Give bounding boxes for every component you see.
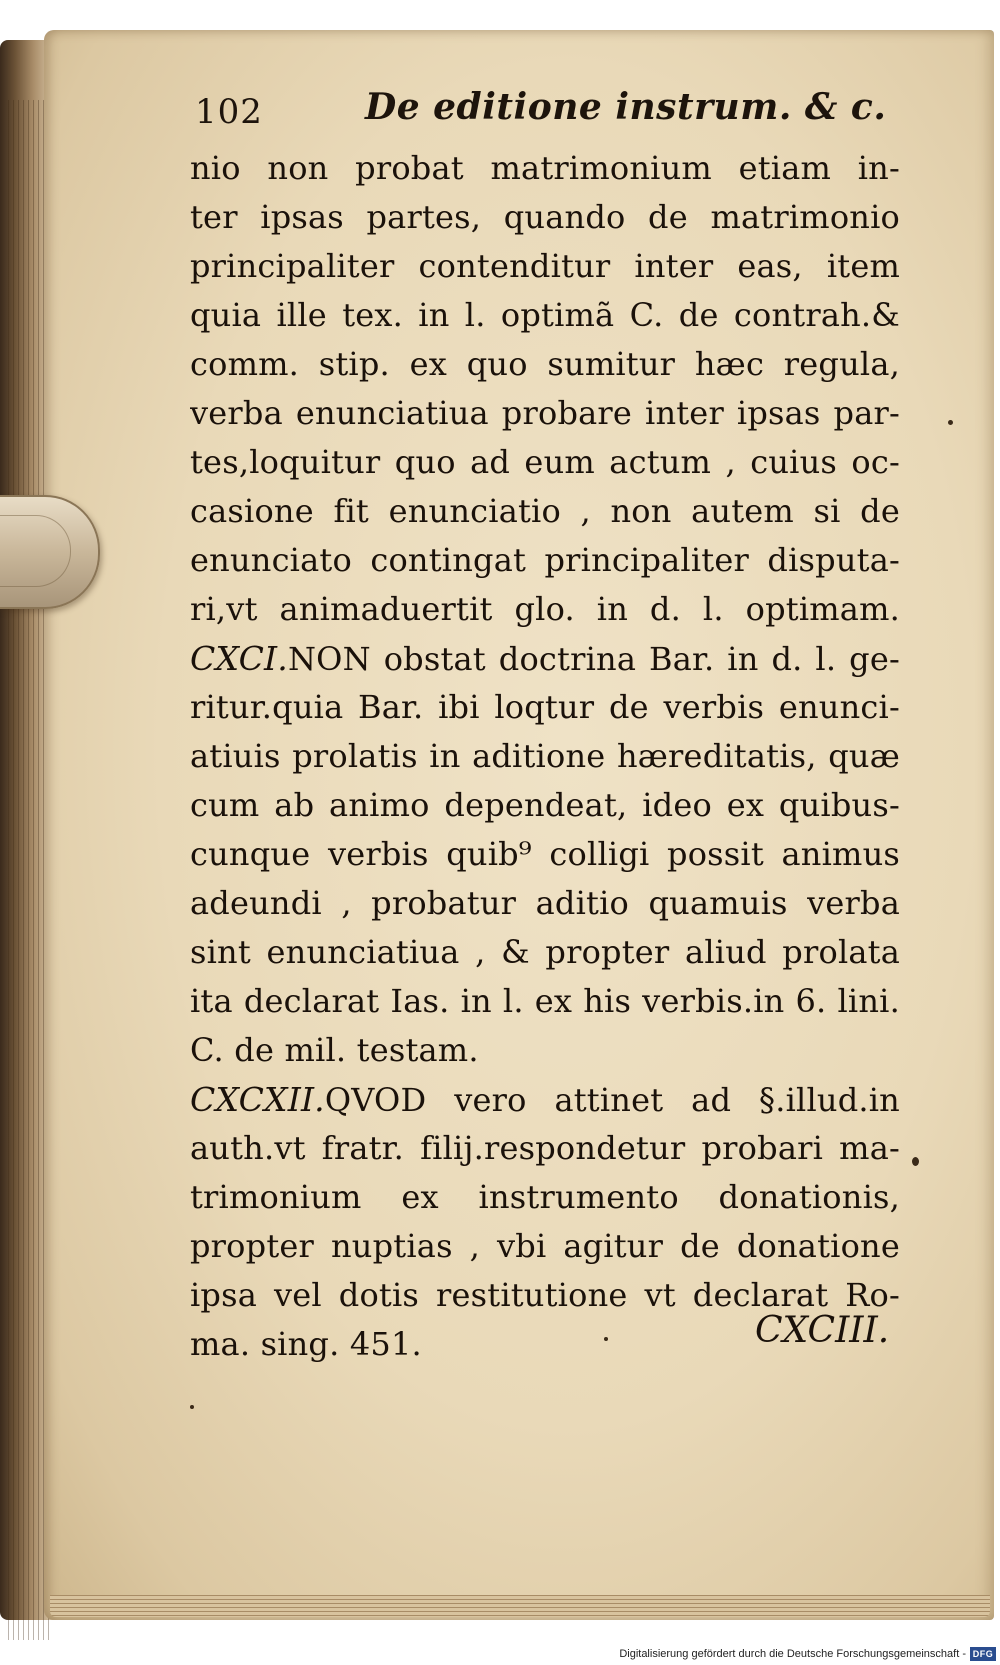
line-text: propter nuptias , vbi agitur de donatione [190, 1227, 900, 1265]
text-line [190, 634, 900, 683]
line-text: NON obstat doctrina Bar. in d. l. ge- [287, 640, 900, 678]
catchword: CXCIII. [755, 1310, 890, 1351]
line-text: atiuis prolatis in aditione hæreditatis, quæ [190, 737, 900, 775]
line-text: nio non probat matrimonium etiam in- [190, 149, 900, 187]
line-text: auth.vt fratr. filij.respondetur probari ma- [190, 1129, 900, 1167]
text-line [190, 879, 900, 928]
text-line [190, 1075, 900, 1124]
show-through-text [190, 1330, 890, 1526]
line-text: comm. stip. ex quo sumitur hæc regula, [190, 345, 900, 383]
line-text: ipsa vel dotis restitutione vt declarat Ro- [190, 1276, 900, 1314]
text-line [190, 144, 900, 193]
text-line [190, 438, 900, 487]
text-line [190, 389, 900, 438]
text-line [190, 291, 900, 340]
ink-speck [604, 1337, 608, 1341]
line-text: cunque verbis quib⁹ colligi possit animus [190, 835, 900, 873]
line-text: ri,vt animaduertit glo. in d. l. optimam. [190, 590, 900, 628]
text-line [190, 242, 900, 291]
line-text: ter ipsas partes, quando de matrimonio [190, 198, 900, 236]
line-text: ritur.quia Bar. ibi loqtur de verbis enunci- [190, 688, 900, 726]
footer-bar [0, 1645, 1000, 1665]
line-text: QVOD vero attinet ad §.illud.in [324, 1081, 900, 1119]
text-line [190, 340, 900, 389]
dfg-logo: DFG [970, 1647, 996, 1661]
ink-speck [948, 420, 953, 425]
text-line [190, 1173, 900, 1222]
line-text: quia ille tex. in l. optimã C. de contrah.& [190, 296, 900, 334]
text-line [190, 487, 900, 536]
text-line [190, 1222, 900, 1271]
clasp-tab-inner [0, 515, 71, 587]
line-text: casione fit enunciatio , non autem si de [190, 492, 900, 530]
text-line [190, 1124, 900, 1173]
text-line [190, 781, 900, 830]
text-line [190, 977, 900, 1026]
footer-credit: Digitalisierung gefördert durch die Deutsche Forschungsgemeinschaft - [619, 1648, 966, 1660]
ink-speck [190, 1405, 194, 1409]
ink-speck [912, 1157, 919, 1166]
text-line [190, 830, 900, 879]
text-line [190, 193, 900, 242]
line-text: sint enunciatiua , & propter aliud prolata [190, 933, 900, 971]
line-text: ma. sing. 451. [190, 1325, 422, 1363]
book-bottom-edge [50, 1595, 990, 1617]
text-line [190, 536, 900, 585]
line-text: verba enunciatiua probare inter ipsas par- [190, 394, 900, 432]
line-text: C. de mil. testam. [190, 1031, 479, 1069]
text-line [190, 732, 900, 781]
section-number: CXCI. [190, 639, 288, 678]
body-text [190, 144, 900, 1369]
line-text: principaliter contenditur inter eas, item [190, 247, 900, 285]
text-line [190, 585, 900, 634]
text-line [190, 1026, 900, 1075]
section-number: CXCXII. [190, 1080, 325, 1119]
running-head [195, 82, 895, 142]
line-text: adeundi , probatur aditio quamuis verba [190, 884, 900, 922]
line-text: ita declarat Ias. in l. ex his verbis.in 6. lini. [190, 982, 900, 1020]
page-number: 102 [195, 92, 263, 132]
text-line [190, 928, 900, 977]
text-line [190, 683, 900, 732]
line-text: trimonium ex instrumento donationis, [190, 1178, 900, 1216]
running-head-title: De editione instrum. & c. [365, 86, 887, 128]
line-text: tes,loquitur quo ad eum actum , cuius oc- [190, 443, 900, 481]
line-text: enunciato contingat principaliter disputa- [190, 541, 900, 579]
line-text: cum ab animo dependeat, ideo ex quibus- [190, 786, 900, 824]
